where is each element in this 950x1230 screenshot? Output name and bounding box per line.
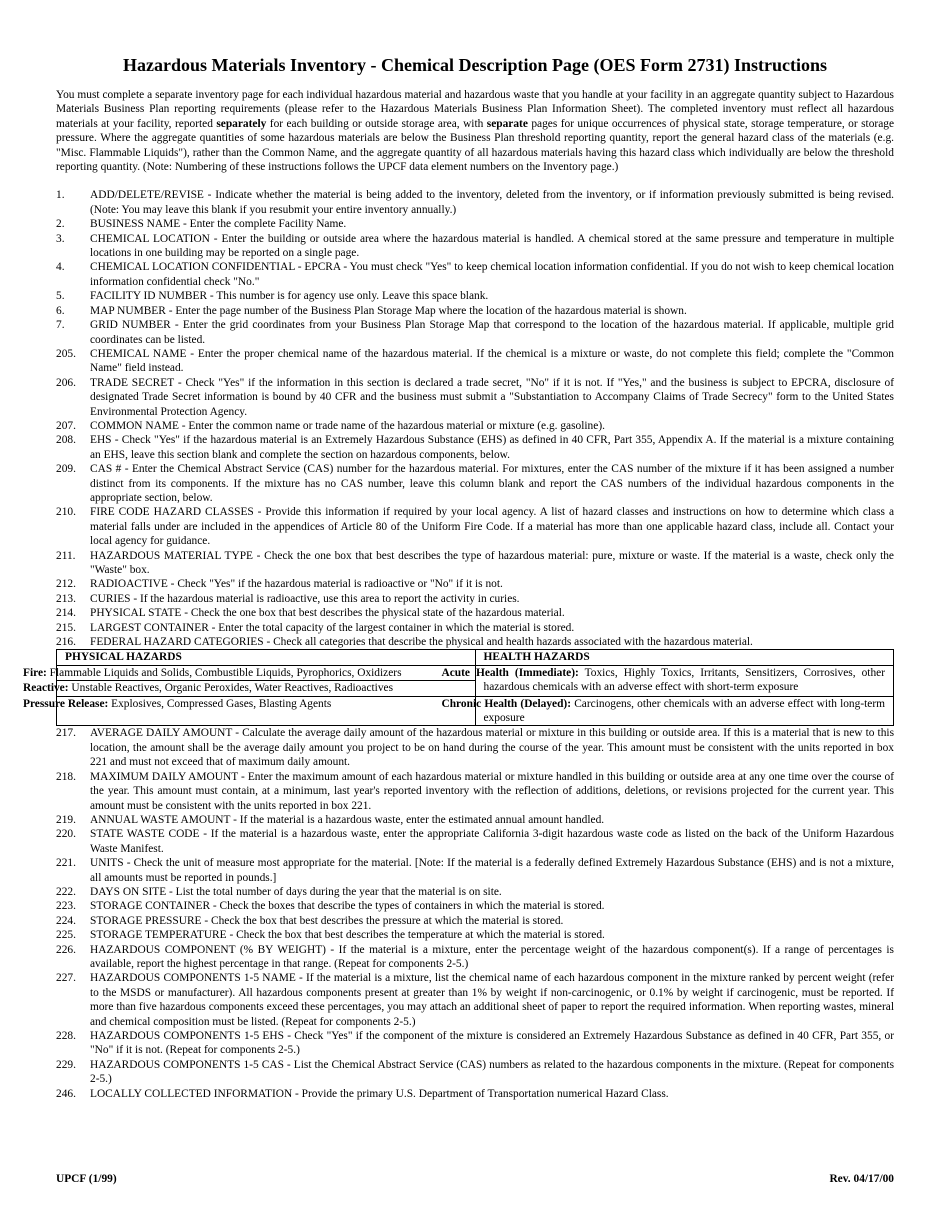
- item-text: MAP NUMBER - Enter the page number of the Business Plan Storage Map where the location of the hazardous material is shown.: [90, 304, 687, 317]
- reactive-hazard-cell: [23, 681, 476, 696]
- list-item: [56, 347, 894, 376]
- list-item: [56, 770, 894, 813]
- pressure-label: Pressure Release:: [23, 697, 109, 710]
- list-item: [56, 827, 894, 856]
- item-number: 206.: [56, 376, 76, 389]
- item-text: ADD/DELETE/REVISE - Indicate whether the material is being added to the inventory, deleted from the inventory, or if information previously submitted is being revised. (Note: You may leave this blank if you resubmit your entire inventory annually.): [90, 189, 894, 216]
- item-number: 1.: [56, 189, 65, 202]
- item-number: 216.: [56, 636, 76, 649]
- list-item: [56, 505, 894, 548]
- list-item: [56, 726, 894, 769]
- item-text: AVERAGE DAILY AMOUNT - Calculate the average daily amount of the hazardous material or mixture in this building or outside area. If this is a material that is new to this location, the amount shall be the average daily amount you project to be on hand during the course of the year. This amount must be consistent with the units reported in box 221 and must not exceed that of maximum daily amount.: [90, 727, 894, 769]
- item-text: STORAGE PRESSURE - Check the box that best describes the pressure at which the material is stored.: [90, 914, 564, 927]
- health-hazards-header: HEALTH HAZARDS: [475, 650, 894, 665]
- item-number: 214.: [56, 607, 76, 620]
- acute-label: Acute Health (Immediate):: [441, 666, 579, 679]
- item-number: 217.: [56, 727, 76, 740]
- list-item: [56, 289, 894, 303]
- chronic-text: Carcinogens, other chemicals with an adverse effect with long-term exposure: [483, 697, 885, 725]
- item-number: 205.: [56, 347, 76, 360]
- chronic-health-cell: [441, 696, 894, 726]
- item-number: 2.: [56, 218, 65, 231]
- item-text: EHS - Check "Yes" if the hazardous material is an Extremely Hazardous Substance (EHS) as defined in 40 CFR, Part 355, Appendix A. If the material is a mixture containing an EHS, leave this section blank and complete the section on hazardous components, below.: [90, 434, 894, 461]
- intro-text-1: You must complete a separate inventory page for each individual hazardous material and hazardous waste that you handle at your facility in an aggregate quantity subject to Hazardous Materials Business Plan reporting requirements (please refer to the Hazardous Materials Business Plan Information Sheet). The completed inventory must reflect all hazardous materials at your facility, reported: [56, 89, 894, 130]
- list-item: [56, 1058, 894, 1087]
- item-text: FACILITY ID NUMBER - This number is for agency use only. Leave this space blank.: [90, 290, 489, 303]
- item-text: HAZARDOUS COMPONENTS 1-5 NAME - If the material is a mixture, list the chemical name of each hazardous component in the mixture ranked by percent weight (refer to the MSDS or manufacturer). All hazardous components present at greater than 1% by weight if non-carcinogenic, or 0.1% by weight if carcinogenic, must be reported. If more than five hazardous components exceed these percentages, you may attach an additional sheet of paper to report the required information. When reporting wastes, mineral and chemical composition must be listed. (Repeat for components 2-5.): [90, 972, 894, 1028]
- item-text: LARGEST CONTAINER - Enter the total capacity of the largest container in which the material is stored.: [90, 621, 575, 634]
- acute-text: Toxics, Highly Toxics, Irritants, Sensitizers, Corrosives, other hazardous chemicals with an adverse effect with short-term exposure: [483, 666, 885, 694]
- form-code: UPCF (1/99): [56, 1173, 117, 1185]
- item-text: HAZARDOUS COMPONENTS 1-5 EHS - Check "Yes" if the component of the mixture is considered an Extremely Hazardous Substance as defined in 40 CFR, Part 355, or "No" if it is not. (Repeat for components 2-5.): [90, 1030, 894, 1057]
- acute-health-cell: [441, 665, 894, 696]
- list-item: [56, 943, 894, 972]
- item-text: PHYSICAL STATE - Check the one box that best describes the physical state of the hazardous material.: [90, 607, 565, 620]
- item-number: 225.: [56, 929, 76, 942]
- item-text: FEDERAL HAZARD CATEGORIES - Check all categories that describe the physical and health hazards associated with the hazardous material.: [90, 636, 753, 649]
- item-text: COMMON NAME - Enter the common name or trade name of the hazardous material or mixture (e.g. gasoline).: [90, 419, 605, 432]
- list-item: [56, 304, 894, 318]
- item-number: 209.: [56, 463, 76, 476]
- list-item: [56, 549, 894, 578]
- pressure-release-cell: [23, 696, 476, 726]
- intro-text-2: for each building or outside storage area, with: [266, 117, 487, 130]
- item-text: LOCALLY COLLECTED INFORMATION - Provide the primary U.S. Department of Transportation numerical Hazard Class.: [90, 1087, 669, 1100]
- item-number: 229.: [56, 1058, 76, 1071]
- item-text: TRADE SECRET - Check "Yes" if the information in this section is declared a trade secret, "No" if it is not. If "Yes," and the business is subject to EPCRA, disclosure of designated Trade Secret information is bound by 40 CFR and the business must submit a "Substantiation to Accompany Claims of Trade Secrecy" form to the United States Environmental Protection Agency.: [90, 376, 894, 418]
- item-text: CHEMICAL LOCATION - Enter the building or outside area where the hazardous material is handled. A chemical stored at the same pressure and temperature in multiple locations in one building may be reported on a single page.: [90, 232, 894, 260]
- list-item: [56, 217, 894, 231]
- item-text: FIRE CODE HAZARD CLASSES - Provide this information if required by your local agency. A list of hazard classes and instructions on how to determine which class a material falls under are included in the appendices of Article 80 of the Uniform Fire Code. If a material has more than one applicable hazard class, include all. Contact your local agency for guidance.: [90, 506, 894, 548]
- instruction-list-continued: [56, 726, 894, 1101]
- reactive-label: Reactive:: [23, 682, 69, 695]
- item-number: 208.: [56, 434, 76, 447]
- item-text: HAZARDOUS COMPONENTS 1-5 CAS - List the Chemical Abstract Service (CAS) numbers as related to the hazardous components in the mixture. (Repeat for components 2-5.): [90, 1058, 894, 1086]
- item-number: 219.: [56, 813, 76, 826]
- item-text: BUSINESS NAME - Enter the complete Facility Name.: [90, 218, 347, 231]
- intro-bold-1: separately: [216, 117, 267, 130]
- list-item: [56, 1029, 894, 1058]
- item-text: ANNUAL WASTE AMOUNT - If the material is a hazardous waste, enter the estimated annual amount handled.: [90, 813, 605, 826]
- item-number: 210.: [56, 506, 76, 519]
- list-item: [56, 260, 894, 289]
- revision-date: Rev. 04/17/00: [829, 1173, 894, 1185]
- item-number: 207.: [56, 419, 76, 432]
- list-item: [56, 592, 894, 606]
- item-number: 212.: [56, 578, 76, 591]
- list-item: [56, 318, 894, 347]
- item-text: UNITS - Check the unit of measure most appropriate for the material. [Note: If the material is a federally defined Extremely Hazardous Substance (EHS) and is not a mixture, all amounts must be reported in pounds.]: [90, 857, 894, 884]
- item-number: 221.: [56, 857, 76, 870]
- list-item: [56, 856, 894, 885]
- item-number: 6.: [56, 304, 65, 317]
- item-text: MAXIMUM DAILY AMOUNT - Enter the maximum amount of each hazardous material or mixture handled in this building or outside area at any one time over the course of the year. This amount must contain, at a minimum, last year's reported inventory with the reflection of additions, deletions, or revisions projected for the current year. This amount must be consistent with the units reported in box 221.: [90, 770, 894, 812]
- list-item: [56, 419, 894, 433]
- list-item: [56, 1087, 894, 1101]
- reactive-text: Unstable Reactives, Organic Peroxides, Water Reactives, Radioactives: [68, 682, 394, 695]
- item-text: DAYS ON SITE - List the total number of days during the year that the material is on site.: [90, 885, 502, 898]
- item-number: 3.: [56, 232, 65, 245]
- list-item: [56, 433, 894, 462]
- list-item: [56, 376, 894, 419]
- item-number: 226.: [56, 943, 76, 956]
- pressure-text: Explosives, Compressed Gases, Blasting Agents: [108, 697, 332, 710]
- list-item: [56, 813, 894, 827]
- list-item: [56, 232, 894, 261]
- list-item: [56, 899, 894, 913]
- list-item: [56, 606, 894, 620]
- item-text: STORAGE CONTAINER - Check the boxes that describe the types of containers in which the material is stored.: [90, 900, 605, 913]
- list-item: [56, 914, 894, 928]
- list-item: [56, 971, 894, 1029]
- instruction-list: [56, 188, 894, 649]
- federal-hazard-categories-table: [23, 649, 894, 726]
- item-text: RADIOACTIVE - Check "Yes" if the hazardous material is radioactive or "No" if it is not.: [90, 578, 503, 591]
- list-item: [56, 928, 894, 942]
- fire-text: Flammable Liquids and Solids, Combustible Liquids, Pyrophorics, Oxidizers: [46, 666, 402, 679]
- page-title: Hazardous Materials Inventory - Chemical Description Page (OES Form 2731) Instructions: [123, 55, 827, 75]
- intro-text-3: pages for unique occurrences of physical state, storage temperature, or storage pressure. Where the aggregate quantities of some hazardous materials are below the Business Plan threshold reporting quantity, report the general hazard class of the materials (e.g. "Misc. Flammable Liquids"), rather than the Common Name, and the aggregate quantity of all hazardous materials having this hazard class which individually are below the threshold reporting quantity. (Note: Numbering of these instructions follows the UPCF data element numbers on the Inventory page.): [56, 117, 895, 174]
- item-text: GRID NUMBER - Enter the grid coordinates from your Business Plan Storage Map that correspond to the location of the hazardous material. If applicable, multiple grid coordinates can be listed.: [90, 319, 894, 346]
- item-number: 213.: [56, 592, 76, 605]
- item-text: HAZARDOUS COMPONENT (% BY WEIGHT) - If the material is a mixture, enter the percentage weight of the hazardous component(s). If a range of percentages is available, report the highest percentage in that range. (Repeat for components 2-5.): [90, 943, 894, 970]
- item-number: 224.: [56, 914, 76, 927]
- item-number: 220.: [56, 828, 76, 841]
- intro-bold-2: separate: [486, 117, 528, 130]
- item-number: 227.: [56, 972, 76, 985]
- item-number: 223.: [56, 900, 76, 913]
- item-number: 218.: [56, 770, 76, 783]
- item-number: 7.: [56, 319, 65, 332]
- item-text: CHEMICAL NAME - Enter the proper chemical name of the hazardous material. If the chemical is a mixture or waste, do not complete this field; complete the "Common Name" field instead.: [90, 347, 894, 375]
- item-text: CURIES - If the hazardous material is radioactive, use this area to report the activity in curies.: [90, 592, 520, 605]
- intro-paragraph: [56, 88, 894, 174]
- list-item: [56, 577, 894, 591]
- item-number: 5.: [56, 290, 65, 303]
- chronic-label: Chronic Health (Delayed):: [441, 697, 572, 710]
- item-text: CAS # - Enter the Chemical Abstract Service (CAS) number for the hazardous material. For mixtures, enter the CAS number of the mixture if it has been assigned a number distinct from its components. If the mixture has no CAS number, leave this column blank and report the CAS numbers of the individual hazardous components in the appropriate section, below.: [90, 463, 894, 504]
- item-number: 4.: [56, 261, 65, 274]
- item-text: STORAGE TEMPERATURE - Check the box that best describes the temperature at which the material is stored.: [90, 929, 605, 942]
- list-item: [56, 621, 894, 635]
- item-number: 222.: [56, 885, 76, 898]
- document-page: [23, 54, 895, 1101]
- list-item: [56, 885, 894, 899]
- list-item: [56, 462, 894, 505]
- fire-hazard-cell: [23, 665, 476, 680]
- item-text: STATE WASTE CODE - If the material is a hazardous waste, enter the appropriate California 3-digit hazardous waste code as listed on the back of the Uniform Hazardous Waste Manifest.: [90, 828, 894, 855]
- physical-hazards-header: PHYSICAL HAZARDS: [57, 650, 476, 665]
- item-number: 211.: [56, 549, 76, 562]
- list-item: [56, 635, 894, 649]
- item-text: HAZARDOUS MATERIAL TYPE - Check the one box that best describes the type of hazardous material: pure, mixture or waste. If the material is a waste, check only the "Waste" box.: [90, 549, 894, 576]
- item-number: 246.: [56, 1087, 76, 1100]
- list-item: [56, 188, 894, 217]
- item-text: CHEMICAL LOCATION CONFIDENTIAL - EPCRA - You must check "Yes" to keep chemical location information confidential. If you do not wish to keep chemical location information confidential check "No.": [90, 261, 894, 288]
- item-number: 215.: [56, 621, 76, 634]
- fire-label: Fire:: [23, 666, 47, 679]
- item-number: 228.: [56, 1030, 76, 1042]
